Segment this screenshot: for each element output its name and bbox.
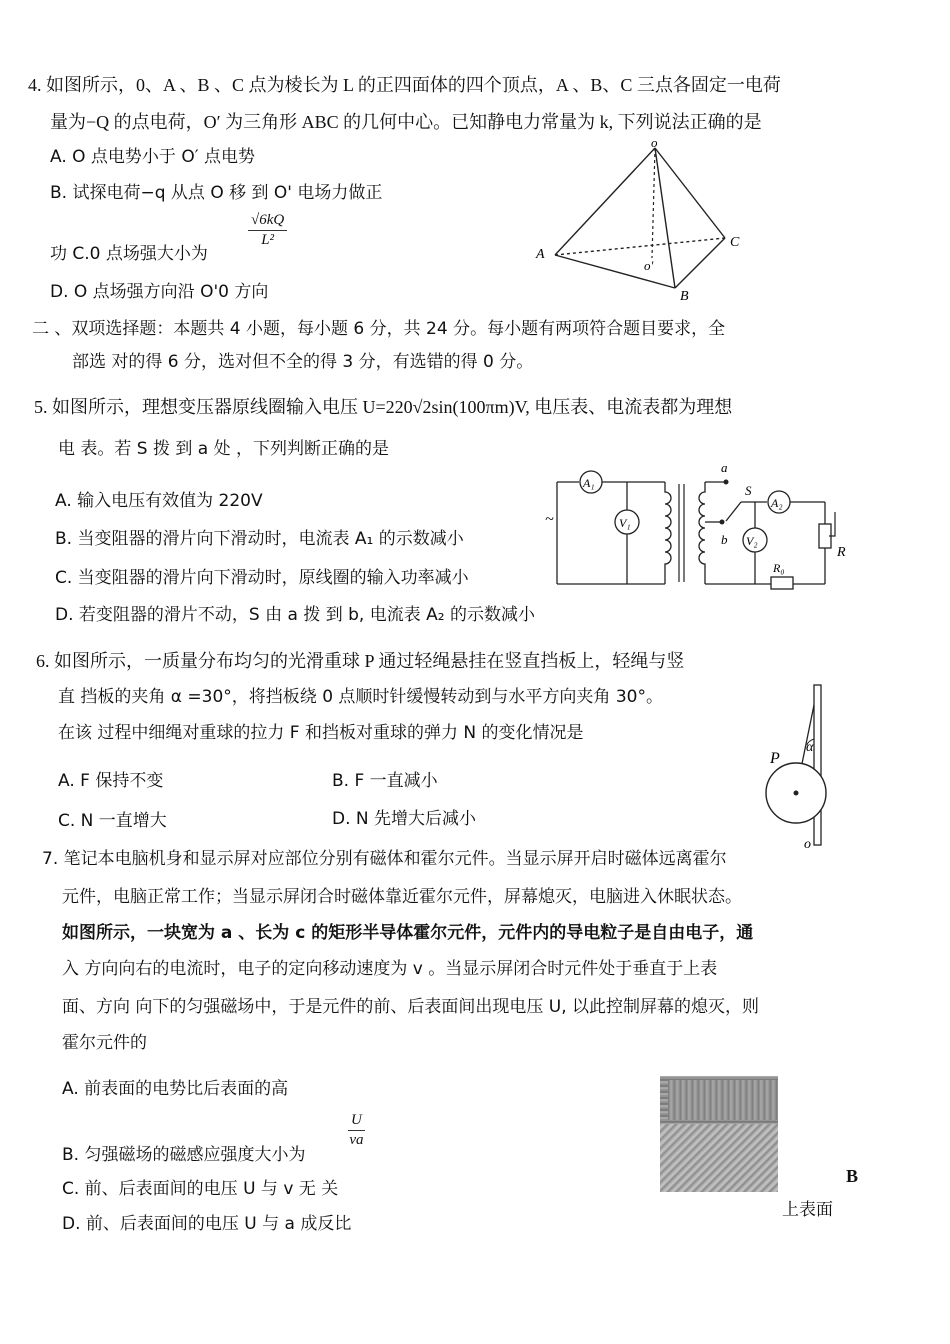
fig5-label-s: S [745, 483, 752, 498]
q5-option-a: A. 输入电压有效值为 220V [55, 491, 263, 511]
q7-stem-line3: 如图所示，一块宽为 a 、长为 c 的矩形半导体霍尔元件，元件内的导电粒子是自由电子，通 [62, 923, 754, 943]
q4-option-b: B. 试探电荷−q 从点 O 移 到 O' 电场力做正 [50, 183, 383, 203]
q4-fraction [248, 210, 287, 249]
q5-option-b: B. 当变阻器的滑片向下滑动时，电流表 A₁ 的示数减小 [55, 529, 464, 549]
fig4-label-b: B [680, 289, 689, 304]
q6-option-a: A. F 保持不变 [58, 771, 164, 791]
q6-stem-line2: 直 挡板的夹角 α =30°，将挡板绕 0 点顺时针缓慢转动到与水平方向夹角 30°。 [58, 687, 663, 707]
q7-option-a: A. 前表面的电势比后表面的高 [62, 1079, 289, 1099]
fig5-ammeter-a1: A₁ [583, 476, 595, 490]
q7-fraction-denominator: va [349, 1132, 364, 1148]
q4-stem-line1: 4. 如图所示，0、A 、B 、C 点为棱长为 L 的正四面体的四个顶点，A 、B、C 三点各固定一电荷 [28, 75, 781, 95]
fig4-label-c: C [730, 235, 740, 250]
q7-label-top-surface: 上表面 [782, 1200, 833, 1220]
q6-option-b: B. F 一直减小 [332, 771, 438, 791]
q7-fraction [348, 1110, 365, 1149]
q7-stem-line5: 面、方向 向下的匀强磁场中，于是元件的前、后表面间出现电压 U, 以此控制屏幕的熄灭，则 [62, 997, 760, 1017]
q6-option-c: C. N 一直增大 [58, 811, 167, 831]
fig5-voltmeter-v1: V₁ [619, 516, 631, 530]
q7-label-b: B [846, 1166, 859, 1186]
fig6-label-alpha: α [806, 740, 814, 755]
q7-fraction-numerator: U [348, 1110, 365, 1131]
laptop-photo [660, 1076, 778, 1192]
q7-stem-line4: 入 方向向右的电流时，电子的定向移动速度为 v 。当显示屏闭合时元件处于垂直于上表 [62, 959, 718, 979]
q6-option-d: D. N 先增大后减小 [332, 809, 477, 829]
q7-option-b: B. 匀强磁场的磁感应强度大小为 [62, 1145, 306, 1165]
fig5-ammeter-a2: A₂ [771, 496, 783, 510]
section2-heading-line2: 部选 对的得 6 分，选对但不全的得 3 分，有选错的得 0 分。 [72, 352, 534, 372]
q5-stem-line1: 5. 如图所示，理想变压器原线圈输入电压 U=220√2sin(100πm)V, 电压表、电流表都为理想 [34, 397, 733, 417]
fig5-label-r0: R₀ [773, 561, 785, 575]
q5-option-c: C. 当变阻器的滑片向下滑动时，原线圈的输入功率减小 [55, 568, 469, 588]
fig4-label-a: A [536, 247, 545, 262]
laptop-screen [668, 1080, 778, 1120]
q4-option-d: D. O 点场强方向沿 O'0 方向 [50, 282, 269, 302]
q7-stem-line2: 元件，电脑正常工作；当显示屏闭合时磁体靠近霍尔元件，屏幕熄灭，电脑进入休眠状态。 [62, 887, 742, 907]
fig5-voltmeter-v2: V₂ [746, 534, 758, 548]
q7-option-d: D. 前、后表面间的电压 U 与 a 成反比 [62, 1214, 352, 1234]
hanging-ball-figure [760, 683, 870, 853]
q4-stem-line2: 量为−Q 的点电荷，O′ 为三角形 ABC 的几何中心。已知静电力常量为 k, 下列说法正确的是 [50, 112, 762, 132]
tetrahedron-figure [530, 135, 770, 310]
fig5-ac-source-symbol: ~ [545, 511, 554, 528]
section2-heading-line1: 二 、双项选择题：本题共 4 小题，每小题 6 分，共 24 分。每小题有两项符合题目要求，全 [32, 319, 726, 339]
q4-option-a: A. O 点电势小于 O′ 点电势 [50, 147, 255, 167]
q5-option-d: D. 若变阻器的滑片不动，S 由 a 拨 到 b, 电流表 A₂ 的示数减小 [55, 605, 535, 625]
q6-stem-line3: 在该 过程中细绳对重球的拉力 F 和挡板对重球的弹力 N 的变化情况是 [58, 723, 584, 743]
q4-fraction-numerator: √6kQ [248, 210, 287, 231]
q6-stem-line1: 6. 如图所示，一质量分布均匀的光滑重球 P 通过轻绳悬挂在竖直挡板上，轻绳与竖 [36, 651, 685, 671]
fig4-label-o: o [651, 135, 658, 150]
q4-option-b-cont: 功 C.0 点场强大小为 [50, 244, 208, 264]
q5-stem-line2: 电 表。若 S 拨 到 a 处 ，下列判断正确的是 [58, 439, 390, 459]
fig5-label-r: R [837, 545, 846, 560]
fig5-label-a: a [721, 460, 728, 475]
q7-stem-line6: 霍尔元件的 [62, 1033, 147, 1053]
q7-stem-line1: 7. 笔记本电脑机身和显示屏对应部位分别有磁体和霍尔元件。当显示屏开启时磁体远离霍尔 [42, 849, 727, 869]
fig6-label-o: o [804, 837, 811, 852]
laptop-keyboard-deck [660, 1124, 778, 1192]
fig6-label-p: P [770, 750, 780, 767]
transformer-circuit-figure [545, 462, 855, 597]
q7-option-c: C. 前、后表面间的电压 U 与 v 无 关 [62, 1179, 339, 1199]
fig5-label-b: b [721, 532, 728, 547]
q4-fraction-denominator: L² [261, 232, 275, 248]
fig4-label-o-prime: o' [644, 258, 654, 273]
